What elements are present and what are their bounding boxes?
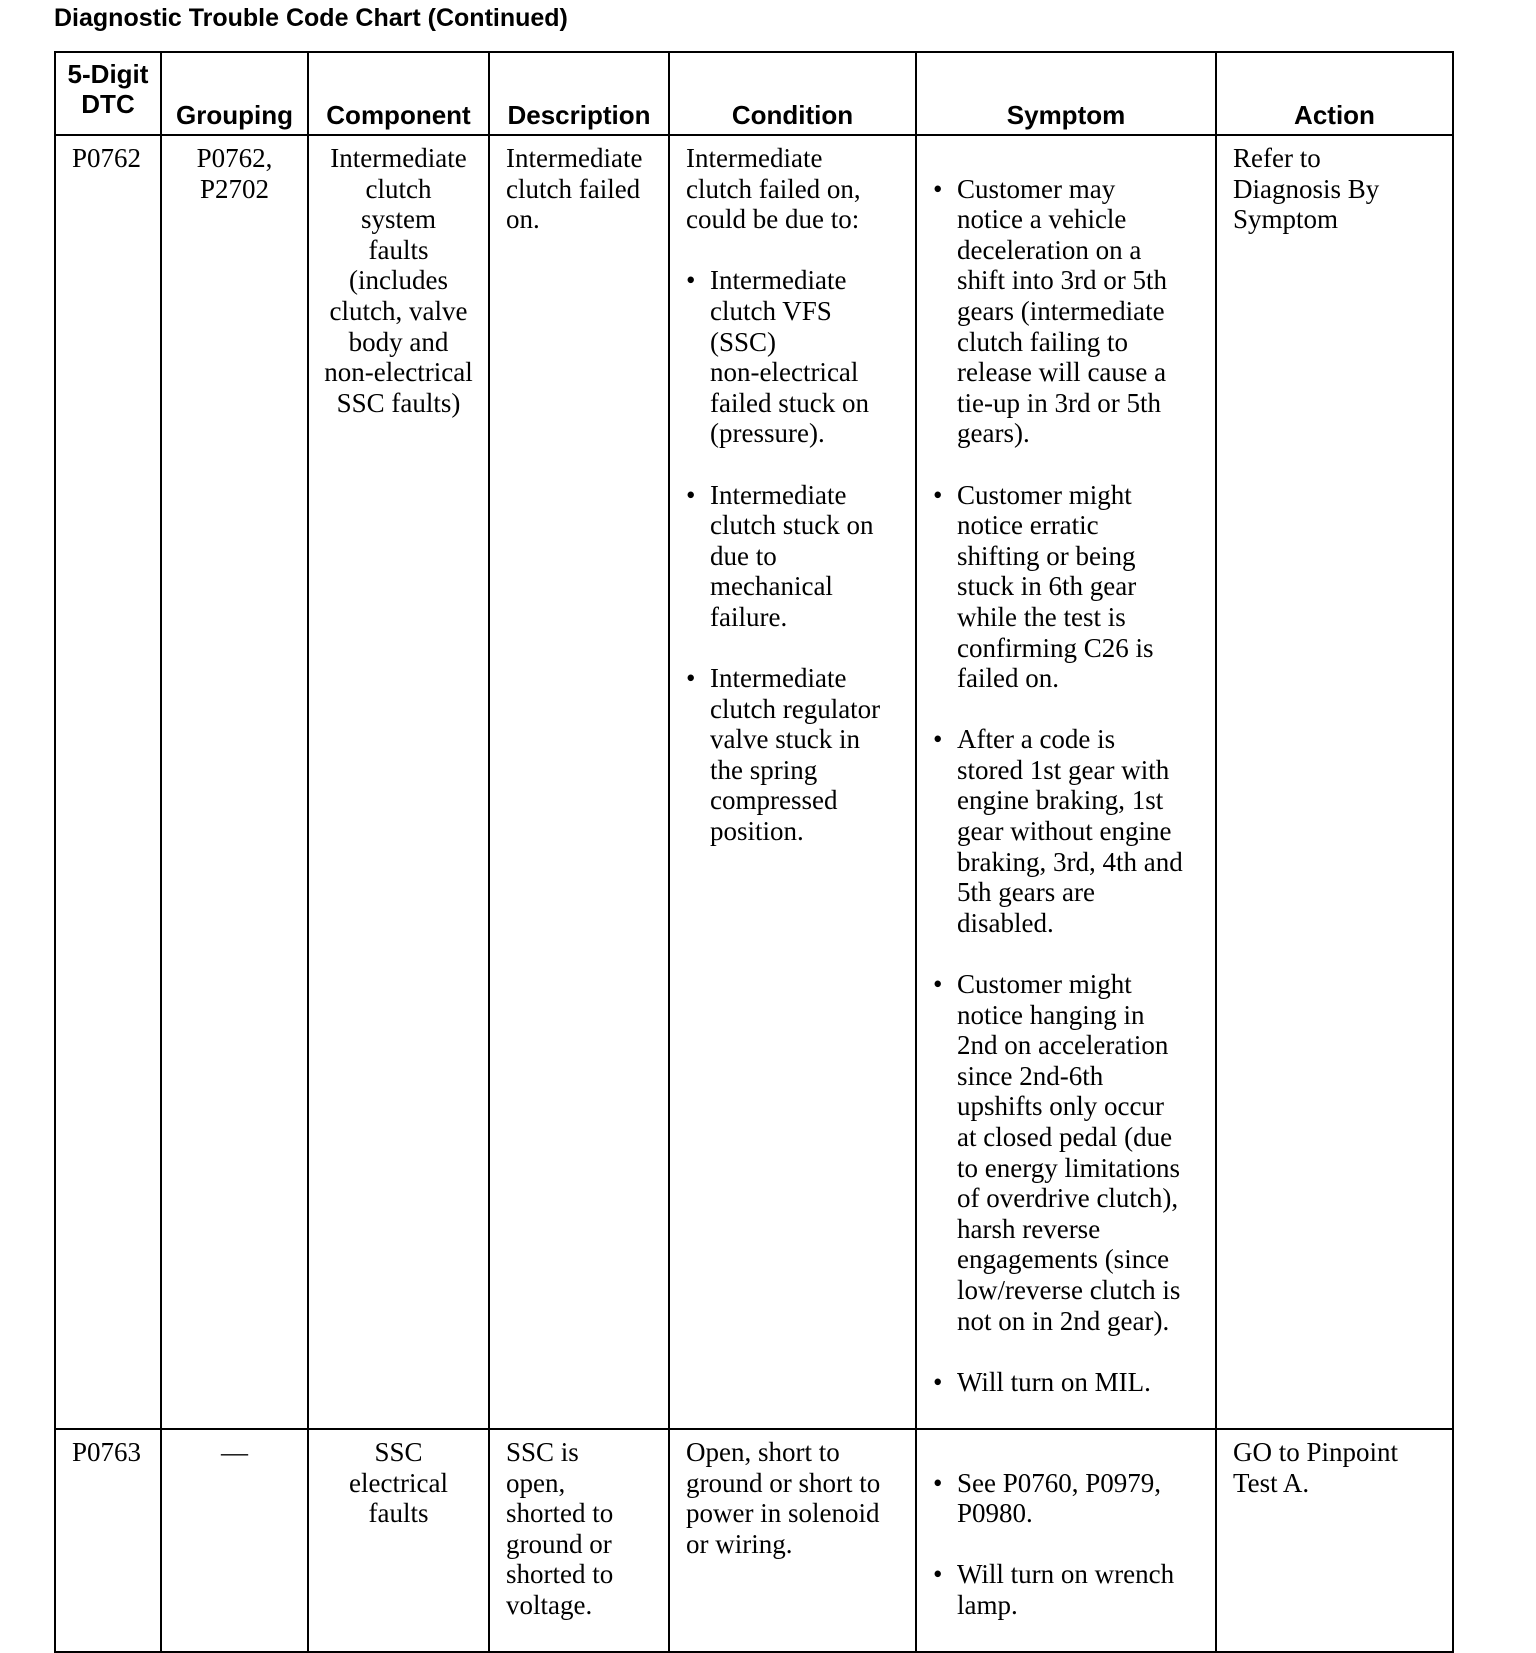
list-item: • Customer may notice a vehicle deceleration on a shift into 3rd or 5th gears (intermediate clutch failing to release will cause a tie-up in 3rd or 5th gears). [933,174,1215,449]
list-item: • Customer might notice erratic shifting or being stuck in 6th gear while the test is confirming C26 is failed on. [933,480,1215,694]
symptom-cell [916,135,1216,1429]
list-item: • Intermediate clutch regulator valve stuck in the spring compressed position. [686,663,915,847]
dtc-cell: P0763 [55,1429,161,1652]
condition-intro: Intermediate clutch failed on, could be due to: [686,143,861,235]
component-cell: Intermediate clutch system faults (includes clutch, valve body and non-electrical SSC faults) [308,135,489,1429]
list-item: • Will turn on wrench lamp. [933,1559,1215,1620]
description-cell: SSC is open, shorted to ground or shorted to voltage. [489,1429,669,1652]
list-item: • Intermediate clutch stuck on due to mechanical failure. [686,480,915,633]
table-row [55,135,1453,1429]
header-grouping: Grouping [161,52,308,135]
grouping-cell: P0762, P2702 [161,135,308,1429]
header-symptom: Symptom [916,52,1216,135]
symptom-list [933,143,1215,1428]
symptom-cell [916,1429,1216,1652]
list-item: • Customer might notice hanging in 2nd on acceleration since 2nd-6th upshifts only occur at closed pedal (due to energy limitations of overdrive clutch), harsh reverse engagements (since low/reverse clutch is not on in 2nd gear). [933,969,1215,1336]
condition-cell [669,135,916,1429]
action-cell: Refer to Diagnosis By Symptom [1216,135,1453,1429]
symptom-list [933,1437,1215,1651]
dtc-cell: P0762 [55,135,161,1429]
list-item: • Will turn on MIL. [933,1367,1215,1398]
table-header-row [55,52,1453,135]
table-row [55,1429,1453,1652]
header-dtc: 5-Digit DTC [55,52,161,135]
page-title: Diagnostic Trouble Code Chart (Continued) [54,4,568,32]
header-description: Description [489,52,669,135]
list-item: • Intermediate clutch VFS (SSC) non-electrical failed stuck on (pressure). [686,265,915,449]
header-action: Action [1216,52,1453,135]
condition-list [686,235,915,877]
header-condition: Condition [669,52,916,135]
action-cell: GO to Pinpoint Test A. [1216,1429,1453,1652]
description-cell: Intermediate clutch failed on. [489,135,669,1429]
component-cell: SSC electrical faults [308,1429,489,1652]
grouping-cell: — [161,1429,308,1652]
list-item: • See P0760, P0979, P0980. [933,1468,1215,1529]
header-component: Component [308,52,489,135]
condition-cell: Open, short to ground or short to power in solenoid or wiring. [669,1429,916,1652]
list-item: • After a code is stored 1st gear with engine braking, 1st gear without engine braking, 3rd, 4th and 5th gears are disabled. [933,724,1215,938]
dtc-chart-table [54,51,1454,1653]
